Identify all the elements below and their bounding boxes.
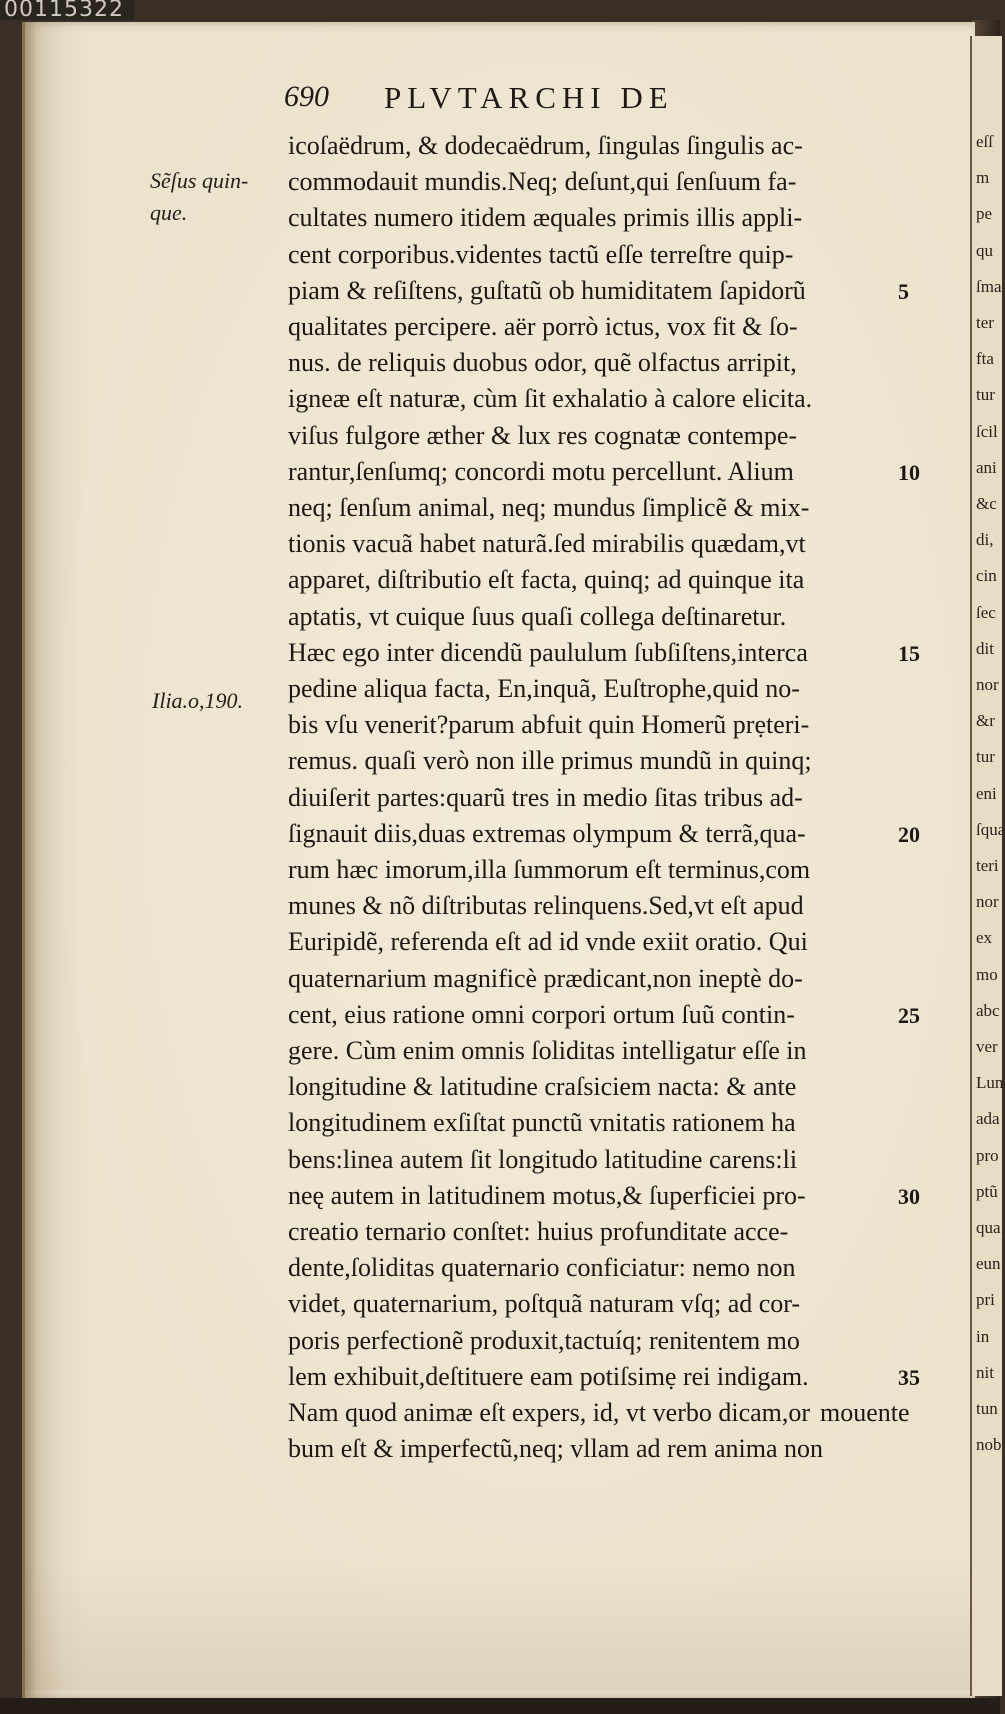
facing-page-fragment: eni <box>976 783 997 803</box>
running-head <box>284 80 844 124</box>
text-line: cent, eius ratione omni corpori ortum ſuũ contin- <box>288 999 795 1029</box>
text-line: aptatis, vt cuique ſuus quaſi collega deſtinaretur. <box>288 601 787 631</box>
text-line: Hæc ego inter dicendũ paululum ſubſiſtens,interca <box>288 637 808 667</box>
facing-page-fragment: ſma <box>976 276 1002 296</box>
facing-page-fragment: ſqua <box>976 819 1005 839</box>
facing-page-fragment: ſec <box>976 602 996 622</box>
facing-page-fragment: ex <box>976 928 993 948</box>
line-number: 5 <box>898 278 909 304</box>
text-line: longitudine & latitudine craſsiciem nacta: & ante <box>288 1072 797 1102</box>
text-line: viſus fulgore æther & lux res cognatæ contempe- <box>288 420 798 450</box>
facing-page-fragment: qu <box>976 240 993 260</box>
line-number: 30 <box>898 1183 920 1209</box>
line-number: 35 <box>898 1364 920 1390</box>
margin-note-line: Sẽſus quin- <box>150 168 249 193</box>
facing-page-fragment: ptũ <box>976 1181 998 1201</box>
line-number: 20 <box>898 821 920 847</box>
page-number: 690 <box>284 80 329 113</box>
facing-page-fragment: mo <box>976 964 998 984</box>
text-line: nus. de reliquis duobus odor, quẽ olfactus arripit, <box>288 348 797 378</box>
text-line: bis vſu venerit?parum abfuit quin Homerũ prẹteri- <box>288 710 810 740</box>
facing-page-fragment: pro <box>976 1145 999 1165</box>
margin-note-iliad-reference <box>152 688 243 714</box>
text-line: munes & nõ diſtributas relinquens.Sed,vt eſt apud <box>288 891 804 921</box>
facing-page-fragment: tun <box>976 1399 998 1418</box>
facing-page-fragment: ani <box>976 457 997 477</box>
facing-page-fragment: ada <box>976 1109 1000 1129</box>
text-line: diuiſerit partes:quarũ tres in medio ſitas tribus ad- <box>288 782 803 812</box>
text-line: neq; ſenſum animal, neq; mundus ſimplicẽ & mix- <box>288 493 810 522</box>
text-line: lem exhibuit,deſtituere eam potiſsimẹ rei indigam. <box>288 1361 809 1391</box>
text-line: apparet, diſtributio eſt facta, quinq; ad quinque ita <box>288 565 805 595</box>
text-line: igneæ eſt naturæ, cùm ſit exhalatio à calore elicita. <box>288 384 813 414</box>
text-line: gere. Cùm enim omnis ſoliditas intelligatur eſſe in <box>288 1036 807 1065</box>
facing-page-fragment: pe <box>976 204 993 224</box>
facing-page-fragment: in <box>976 1326 990 1346</box>
facing-page-fragment: nor <box>976 892 999 912</box>
facing-page-fragment: ver <box>976 1037 998 1056</box>
facing-page-fragment: dit <box>976 638 994 658</box>
text-line: poris perfectionẽ produxit,tactuíq; renitentem mo <box>288 1325 800 1355</box>
text-line: rum hæc imorum,illa ſummorum eſt terminus,com <box>288 855 811 884</box>
margin-note-line: que. <box>150 200 188 225</box>
text-line: tionis vacuã habet naturã.ſed mirabilis quædam,vt <box>288 529 806 559</box>
facing-page-fragment: teri <box>976 856 999 875</box>
text-line: bens:linea autem ſit longitudo latitudine carens:li <box>288 1144 798 1174</box>
facing-page-fragment: ter <box>976 313 994 332</box>
text-line: rantur,ſenſumq; concordi motu percellunt. Alium <box>288 456 794 486</box>
text-line: bum eſt & imperfectũ,neq; vllam ad rem anima non <box>288 1434 824 1464</box>
margin-note-line: Ilia.o,190. <box>152 688 244 713</box>
line-number: 15 <box>898 640 920 666</box>
facing-page-fragment: Lun <box>976 1073 1004 1093</box>
facing-page-fragment: ſcil <box>976 421 998 441</box>
text-line: icoſaëdrum, & dodecaëdrum, ſingulas ſingulis ac- <box>288 131 803 160</box>
text-line: dente,ſoliditas quaternario conficiatur: nemo non <box>288 1253 796 1283</box>
facing-page-fragment: qua <box>976 1218 1001 1237</box>
text-line: cultates numero itidem æquales primis illis appli- <box>288 203 803 233</box>
facing-page-fragment: fta <box>976 349 994 369</box>
facing-page-fragment: di, <box>976 530 994 550</box>
facing-page-fragment: &c <box>976 494 997 513</box>
facing-page-fragment: nob <box>976 1435 1002 1455</box>
text-line: Nam quod animæ eſt expers, id, vt verbo dicam,or <box>288 1398 811 1427</box>
text-line: commodauit mundis.Neq; deſunt,qui ſenſuum fa- <box>288 167 797 197</box>
text-line: qualitates percipere. aër porrò ictus, vox fit & ſo- <box>288 312 798 341</box>
scan-identifier: 00115322 <box>0 0 134 20</box>
text-line: piam & reſiſtens, guſtatũ ob humiditatem ſapidorũ <box>288 275 806 305</box>
text-line: longitudinem exſiſtat punctũ vnitatis rationem ha <box>288 1108 796 1138</box>
facing-page-fragment: eun <box>976 1254 1001 1274</box>
line-number: 25 <box>898 1002 920 1028</box>
facing-page-fragment: tur <box>976 385 995 405</box>
facing-page-fragment: nit <box>976 1362 994 1382</box>
facing-page-fragment: pri <box>976 1290 995 1310</box>
facing-page-fragment: &r <box>976 711 995 731</box>
line-number: 10 <box>898 459 920 485</box>
facing-page-fragment: tur <box>976 747 995 767</box>
running-title: PLVTARCHI DE <box>384 80 674 115</box>
text-line: ſignauit diis,duas extremas olympum & terrã,qua- <box>288 818 806 848</box>
text-line: remus. quaſi verò non ille primus mundũ in quinq; <box>288 746 812 776</box>
facing-page-fragment: cin <box>976 566 997 586</box>
facing-page-fragment: abc <box>976 1000 1000 1020</box>
catchword: mouente <box>820 1398 910 1427</box>
text-line: Euripidẽ, referenda eſt ad id vnde exiit oratio. Qui <box>288 927 808 957</box>
text-line: pedine aliqua facta, En,inquã, Euſtrophe,quid no- <box>288 674 800 703</box>
text-line: creatio ternario conſtet: huius profunditate acce- <box>288 1217 789 1246</box>
text-line: cent corporibus.videntes tactũ eſſe terreſtre quip- <box>288 239 794 269</box>
facing-page-strip <box>970 36 1005 1696</box>
text-line: quaternarium magnificè prædicant,non ineptè do- <box>288 963 803 993</box>
paper-stain <box>24 1560 970 1690</box>
scan-bottom-edge <box>0 1698 1000 1714</box>
text-line: videt, quaternarium, poſtquã naturam vſq; ad cor- <box>288 1289 801 1319</box>
text-line: neę autem in latitudinem motus,& ſuperficiei pro- <box>288 1180 806 1210</box>
facing-page-fragment: nor <box>976 675 999 694</box>
facing-page-fragment: eſſ <box>976 132 993 151</box>
margin-note-senses <box>150 168 248 226</box>
facing-page-fragment: m <box>976 168 990 188</box>
